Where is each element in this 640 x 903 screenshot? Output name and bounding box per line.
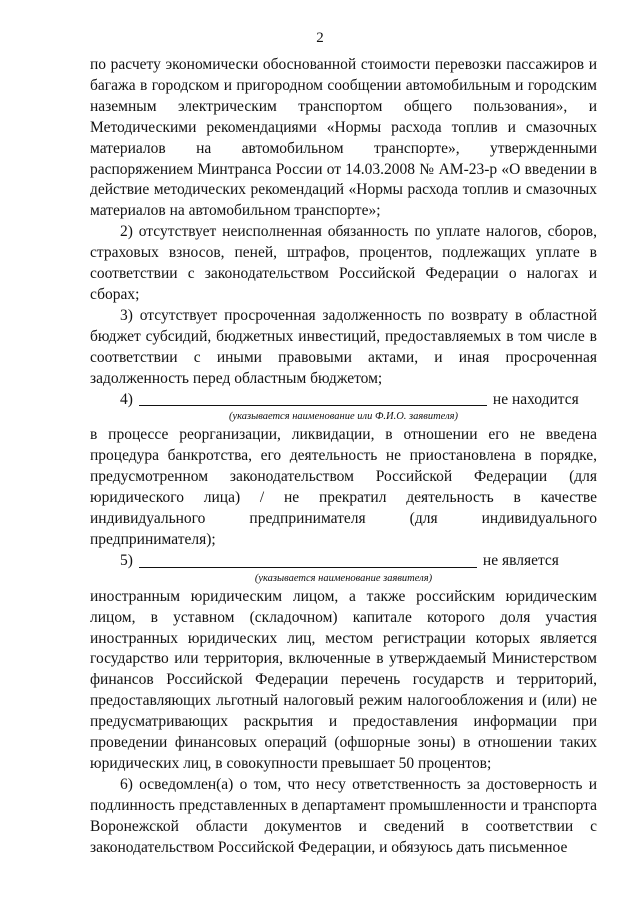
item-5-number: 5) xyxy=(120,551,133,569)
item-4-number: 4) xyxy=(120,390,133,408)
item-4-field-caption: (указывается наименование или Ф.И.О. заявителя) xyxy=(228,411,459,423)
item-4-blank-field[interactable] xyxy=(139,391,487,406)
paragraph-item-6: 6) осведомлен(а) о том, что несу ответственность за достоверность и подлинность представленных в департамент промышленности и транспорта Воронежской области документов и сведений в соответствии с законодательством Российской Федерации, и обязуюсь дать письменное xyxy=(90,775,597,856)
paragraph-item-3: 3) отсутствует просроченная задолженность по возврату в областной бюджет субсидий, бюджетных инвестиций, предоставляемых в том числе в соответствии с иными правовыми актами, и иная просроченная задолженность перед областным бюджетом; xyxy=(90,306,597,387)
item-5-fill-line xyxy=(90,551,597,572)
page-number: 2 xyxy=(316,30,324,46)
paragraph-item-2: 2) отсутствует неисполненная обязанность по уплате налогов, сборов, страховых взносов, пеней, штрафов, процентов, подлежащих уплате в соответствии с законодательством Российской Федерации о налогах и сборах; xyxy=(90,223,597,303)
item-5-blank-field[interactable] xyxy=(139,553,477,568)
paragraph-item-4-rest: в процессе реорганизации, ликвидации, в отношении его не введена процедура банкротства, его деятельность не приостановлена в порядке, предусмотренном законодательством Российской Федерации (для юридического лица) / не прекратил деятельность в качестве индивидуального предпринимателя (для индивидуального предпринимателя); xyxy=(90,426,597,548)
item-5-field-caption: (указывается наименование заявителя) xyxy=(254,572,433,584)
paragraph-item-5-rest: иностранным юридическим лицом, а также российским юридическим лицом, в уставном (складочном) капитале которого доля участия иностранных юридических лиц, местом регистрации которых является государство или территория, включенные в утверждаемый Министерством финансов Российской Федерации перечень государств и территорий, предоставляющих льготный налоговый режим налогообложения и (или) не предусматривающих раскрытия и предоставления информации при проведении финансовых операций (офшорные зоны) в отношении таких юридических лиц, в совокупности превышает 50 процентов; xyxy=(90,587,597,772)
item-4-tail-text: не находится xyxy=(492,390,579,408)
item-5-tail-text: не является xyxy=(482,551,559,569)
item-4-fill-line xyxy=(90,390,597,411)
paragraph-continuation: по расчету экономически обоснованной стоимости перевозки пассажиров и багажа в городском и пригородном сообщении автомобильным и городским наземным электрическим транспортом общего пользования», и Методическими рекомендациями «Нормы расхода топлив и смазочных материалов на автомобильном транспорте», утвержденными распоряжением Минтранса России от 14.03.2008 № АМ-23-р «О введении в действие методических рекомендаций «Нормы расхода топлив и смазочных материалов на автомобильном транспорте»; xyxy=(90,56,597,220)
document-body xyxy=(90,55,597,859)
